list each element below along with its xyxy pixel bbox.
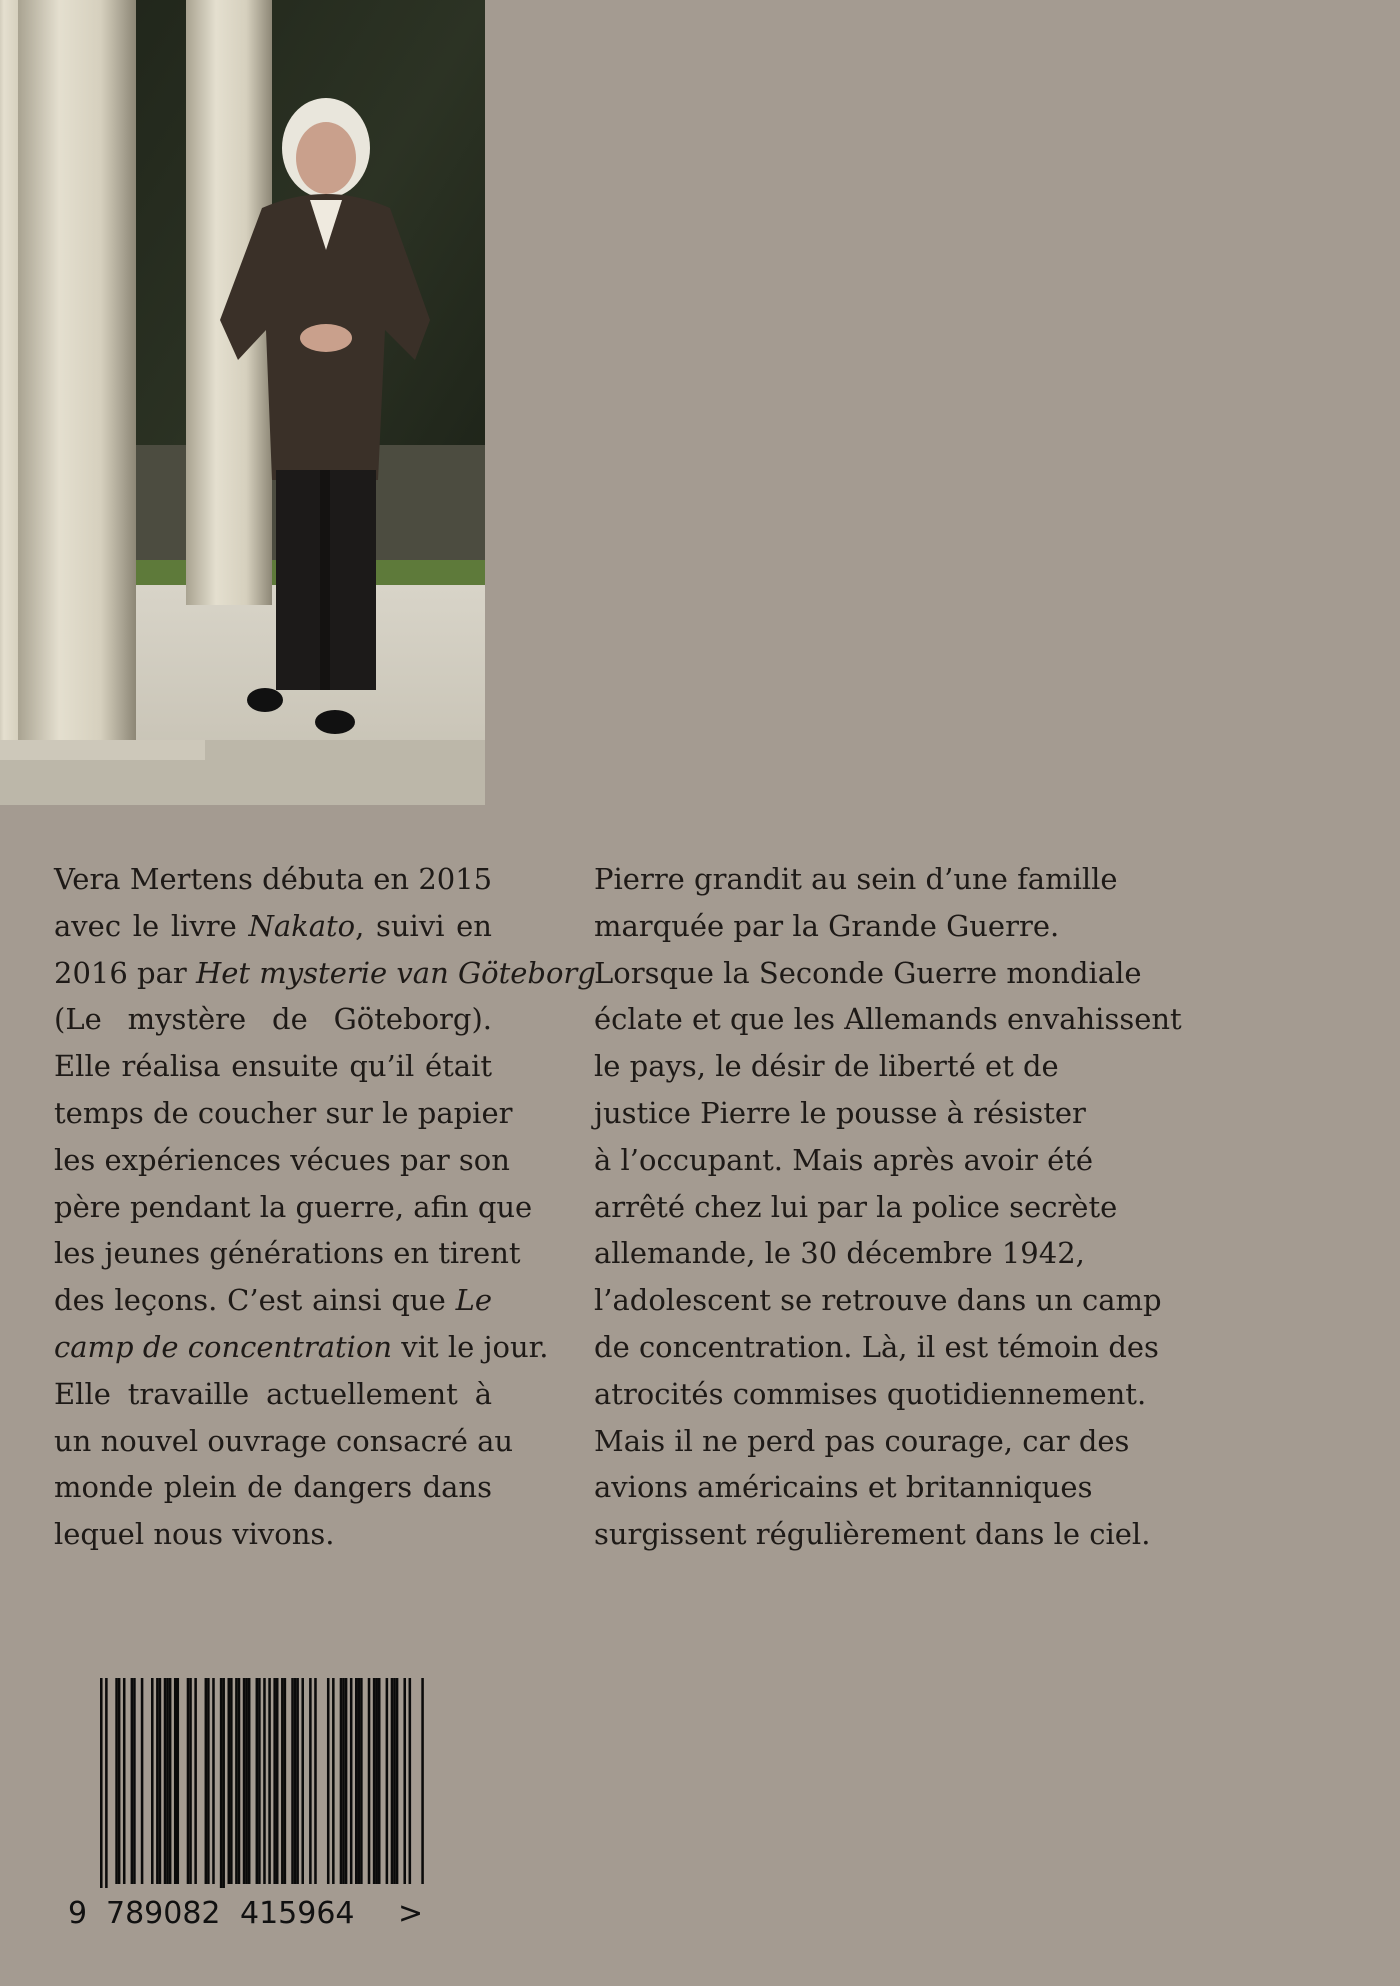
barcode-bar [164, 1678, 167, 1884]
barcode-bar [228, 1678, 231, 1884]
barcode-bar [238, 1678, 241, 1884]
barcode-bar [220, 1678, 223, 1888]
summary-line: de concentration. Là, il est témoin des [594, 1329, 1159, 1364]
barcode-bar [235, 1678, 238, 1884]
barcode-bar [222, 1678, 225, 1888]
barcode-bars [64, 1678, 424, 1888]
barcode-bar [396, 1678, 399, 1884]
book-summary [594, 856, 1182, 1558]
summary-line: arrêté chez lui par la police secrète [594, 1189, 1118, 1224]
barcode-bar [174, 1678, 177, 1884]
author-bio [54, 856, 596, 1558]
barcode-bar [258, 1678, 261, 1884]
author-portrait-image [0, 0, 485, 805]
barcode-bar [368, 1678, 371, 1884]
barcode-bar [403, 1678, 406, 1884]
barcode-bar [409, 1678, 412, 1884]
barcode-bar [263, 1678, 266, 1884]
bio-line: 2016 par Het mysterie van Göteborg [54, 955, 596, 990]
book-title: Het mysterie van Göteborg [195, 955, 596, 990]
bio-line: monde plein de dangers dans [54, 1470, 492, 1505]
barcode-bar [284, 1678, 287, 1884]
barcode-bar [291, 1678, 294, 1884]
summary-line: l’adolescent se retrouve dans un camp [594, 1283, 1162, 1318]
barcode-bar [118, 1678, 121, 1884]
summary-line: atrocités commises quotidiennement. [594, 1376, 1147, 1411]
bio-line: Elle travaille actuellement à [54, 1376, 492, 1411]
author-photo [0, 0, 485, 805]
barcode-bar [276, 1678, 279, 1884]
book-title: Le [455, 1283, 492, 1318]
summary-line: justice Pierre le pousse à résister [594, 1095, 1086, 1130]
barcode-bar [358, 1678, 361, 1884]
summary-line: éclate et que les Allemands envahissent [594, 1002, 1182, 1037]
barcode-bar [281, 1678, 284, 1884]
summary-line: Mais il ne perd pas courage, car des [594, 1423, 1130, 1458]
summary-line: allemande, le 30 décembre 1942, [594, 1236, 1085, 1271]
bio-line: un nouvel ouvrage consacré au [54, 1423, 514, 1458]
summary-line: le pays, le désir de liberté et de [594, 1049, 1059, 1084]
bio-line: les expériences vécues par son [54, 1142, 510, 1177]
isbn-digits-right: 415964 [240, 1896, 355, 1931]
bio-line: avec le livre Nakato, suivi en [54, 908, 492, 943]
summary-line: avions américains et britanniques [594, 1470, 1093, 1505]
barcode-bar [375, 1678, 378, 1884]
barcode-bar [296, 1678, 299, 1884]
barcode-bar [248, 1678, 251, 1884]
barcode-bar [123, 1678, 126, 1884]
barcode-bar [243, 1678, 246, 1884]
barcode-bar [386, 1678, 389, 1884]
barcode-bar [207, 1678, 210, 1884]
summary-line: marquée par la Grande Guerre. [594, 908, 1060, 943]
barcode-bar [105, 1678, 108, 1888]
barcode-bar [245, 1678, 248, 1884]
barcode-bar [355, 1678, 358, 1884]
barcode-bar [194, 1678, 197, 1884]
bio-line: Vera Mertens débuta en 2015 [54, 862, 493, 896]
bio-line: des leçons. C’est ainsi que Le [54, 1283, 492, 1318]
summary-line: Pierre grandit au sein d’une famille [594, 862, 1118, 896]
barcode-bar [141, 1678, 144, 1884]
barcode-bar [268, 1678, 271, 1884]
barcode-bar [166, 1678, 169, 1884]
barcode-bar [133, 1678, 136, 1884]
bio-line: père pendant la guerre, afin que [54, 1189, 533, 1224]
barcode-bar [342, 1678, 345, 1884]
barcode-bar [421, 1678, 424, 1884]
bio-line: Elle réalisa ensuite qu’il était [54, 1049, 492, 1084]
barcode-bar [393, 1678, 396, 1884]
barcode-bar [327, 1678, 330, 1884]
barcode-bar [256, 1678, 259, 1884]
barcode-bar [177, 1678, 180, 1884]
barcode-bar [187, 1678, 190, 1884]
barcode-bar [131, 1678, 134, 1884]
barcode-bar [189, 1678, 192, 1884]
barcode-bar [273, 1678, 276, 1884]
barcode-bar [332, 1678, 335, 1884]
bio-line: (Le mystère de Göteborg). [54, 1002, 492, 1037]
isbn-digit-marker: > [398, 1896, 424, 1931]
barcode-bar [294, 1678, 297, 1884]
isbn-digits-left: 789082 [106, 1896, 221, 1931]
book-title: camp de concentration [54, 1329, 393, 1364]
barcode-bar [100, 1678, 103, 1888]
book-title: Nakato [248, 908, 356, 943]
barcode-bar [378, 1678, 381, 1884]
barcode-bar [169, 1678, 172, 1884]
barcode-bar [309, 1678, 312, 1884]
bio-line: les jeunes générations en tirent [54, 1236, 521, 1271]
summary-line: surgissent régulièrement dans le ciel. [594, 1517, 1151, 1552]
barcode-bar [151, 1678, 154, 1884]
barcode-bar [159, 1678, 162, 1884]
summary-line: Lorsque la Seconde Guerre mondiale [594, 955, 1142, 990]
barcode-bar [301, 1678, 304, 1884]
summary-line: à l’occupant. Mais après avoir été [594, 1142, 1094, 1177]
bio-line: lequel nous vivons. [54, 1517, 335, 1552]
bio-line: camp de concentration vit le jour. [54, 1329, 549, 1364]
barcode-bar [212, 1678, 215, 1884]
barcode-bar [391, 1678, 394, 1884]
barcode-bar [345, 1678, 348, 1884]
barcode-bar [156, 1678, 159, 1884]
barcode-bar [373, 1678, 376, 1884]
barcode-bar [340, 1678, 343, 1884]
barcode-bar [360, 1678, 363, 1884]
barcode-bar [205, 1678, 208, 1884]
barcode-bar [115, 1678, 118, 1884]
bio-line: temps de coucher sur le papier [54, 1095, 513, 1130]
barcode-bar [230, 1678, 233, 1884]
isbn-digit-lead: 9 [68, 1896, 88, 1931]
barcode-bar [350, 1678, 353, 1884]
barcode-bar [314, 1678, 317, 1884]
